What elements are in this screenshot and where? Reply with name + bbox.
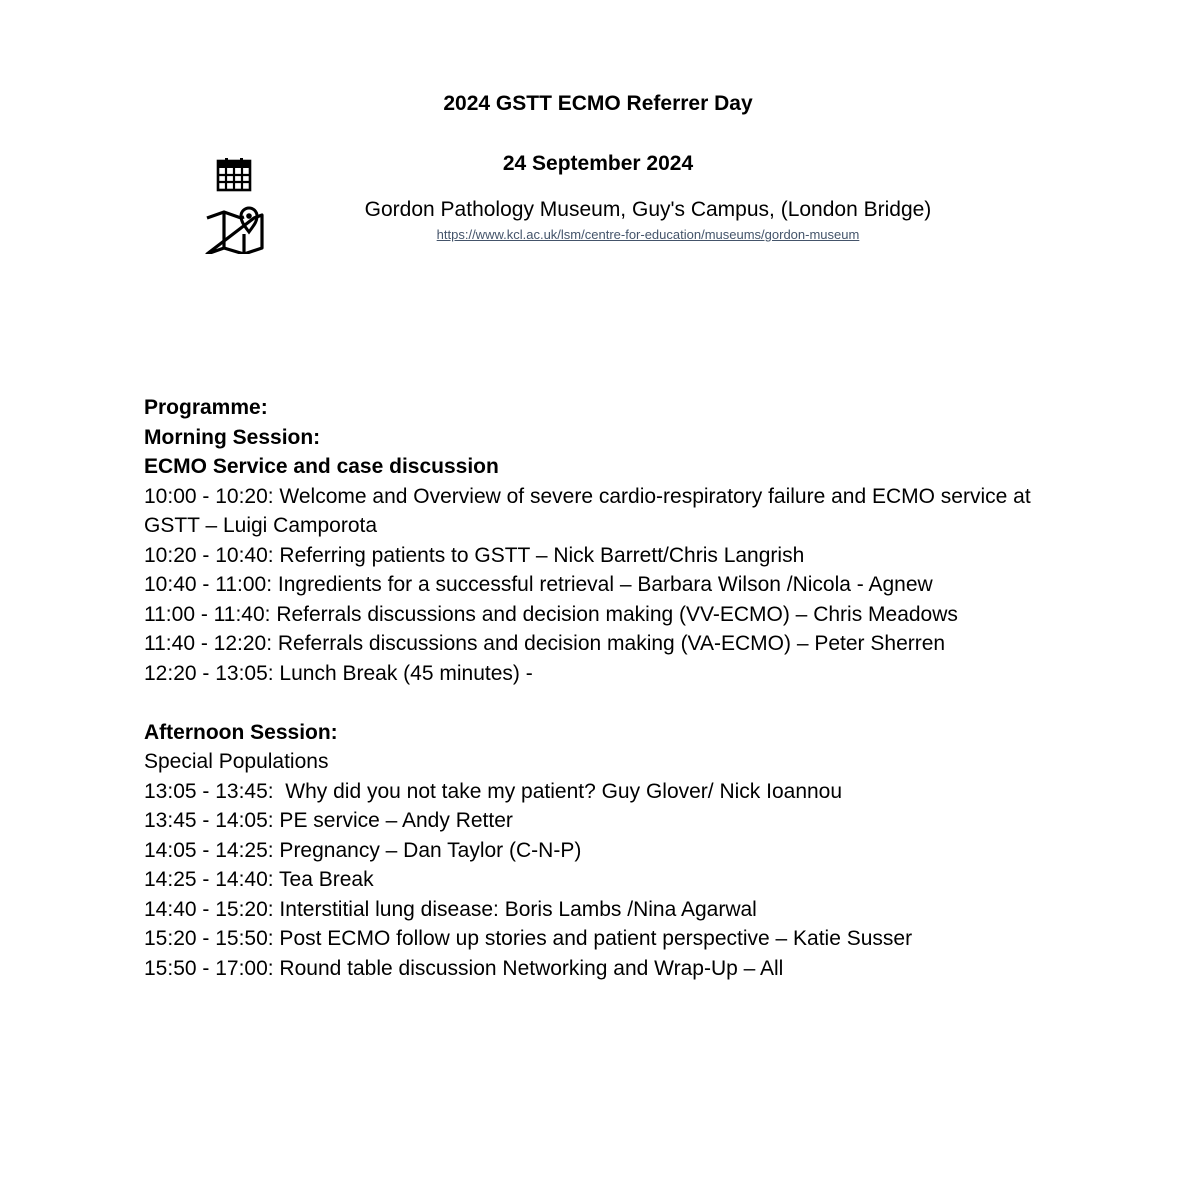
section-spacer xyxy=(144,688,1144,718)
programme-item: 10:40 - 11:00: Ingredients for a successful retrieval – Barbara Wilson /Nicola - Agnew xyxy=(144,573,933,596)
page-title: 2024 GSTT ECMO Referrer Day xyxy=(443,92,753,115)
programme-item: 14:40 - 15:20: Interstitial lung disease: Boris Lambs /Nina Agarwal xyxy=(144,897,757,921)
programme-item: 12:20 - 13:05: Lunch Break (45 minutes) - xyxy=(144,661,533,685)
venue-link[interactable]: https://www.kcl.ac.uk/lsm/centre-for-education/museums/gordon-museum xyxy=(436,227,860,242)
programme-item: 11:00 - 11:40: Referrals discussions and decision making (VV-ECMO) – Chris Meadows xyxy=(144,602,958,626)
programme-item: 11:40 - 12:20: Referrals discussions and decision making (VA-ECMO) – Peter Sherren xyxy=(144,632,946,655)
afternoon-session-heading: Afternoon Session: xyxy=(144,720,338,744)
morning-session-subheading: ECMO Service and case discussion xyxy=(144,455,499,478)
programme-item: 10:00 - 10:20: Welcome and Overview of severe cardio-respiratory failure and ECMO service at GSTT – Luigi Camporota xyxy=(144,484,1031,537)
programme-section xyxy=(144,393,1144,983)
afternoon-session-subheading: Special Populations xyxy=(144,750,329,773)
event-venue: Gordon Pathology Museum, Guy's Campus, (London Bridge) xyxy=(364,198,932,221)
programme-item: 14:05 - 14:25: Pregnancy – Dan Taylor (C-N-P) xyxy=(144,838,582,862)
morning-session-heading: Morning Session: xyxy=(144,425,321,449)
programme-item: 15:20 - 15:50: Post ECMO follow up stories and patient perspective – Katie Susser xyxy=(144,927,913,950)
programme-item: 15:50 - 17:00: Round table discussion Networking and Wrap-Up – All xyxy=(144,956,784,980)
programme-item: 13:45 - 14:05: PE service – Andy Retter xyxy=(144,809,513,832)
programme-item: 13:05 - 13:45: Why did you not take my patient? Guy Glover/ Nick Ioannou xyxy=(144,779,843,803)
programme-heading: Programme: xyxy=(144,396,268,419)
programme-item: 14:25 - 14:40: Tea Break xyxy=(144,868,374,891)
programme-item: 10:20 - 10:40: Referring patients to GSTT – Nick Barrett/Chris Langrish xyxy=(144,543,805,567)
event-date: 24 September 2024 xyxy=(502,152,694,175)
